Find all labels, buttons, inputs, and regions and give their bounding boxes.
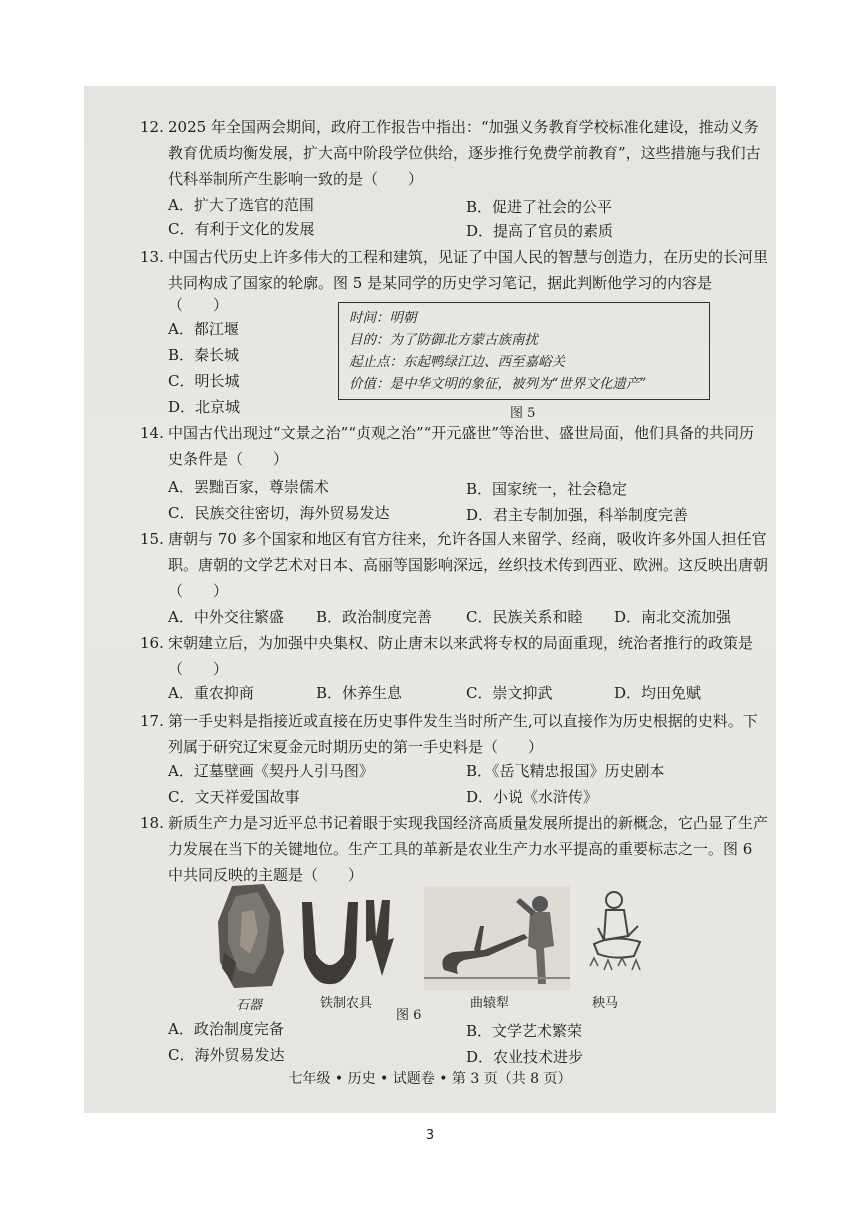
note-line: 目的：为了防御北方蒙古族南扰 <box>349 332 538 348</box>
option-a: A．都江堰 <box>168 320 239 338</box>
option-c: C．海外贸易发达 <box>168 1046 285 1064</box>
option-b: B．国家统一，社会稳定 <box>466 480 628 498</box>
question-text: 新质生产力是习近平总书记着眼于实现我国经济高质量发展所提出的新概念，它凸显了生产力发展在当下的关键地位。生产工具的革新是农业生产力水平提高的重要标志之一。图 6 中共同反映的主题是（ ） <box>168 814 769 884</box>
caption-stone-tool: 石器 <box>236 998 263 1013</box>
question-number: 12. <box>140 118 164 136</box>
caption-iron-tools: 铁制农具 <box>320 996 373 1011</box>
curved-plough-image <box>424 886 570 990</box>
option-d: D．小说《水浒传》 <box>466 788 599 806</box>
option-d: D．君主专制加强，科举制度完善 <box>466 506 689 524</box>
option-a: A．政治制度完备 <box>168 1020 284 1038</box>
figure-5-caption: 图 5 <box>510 406 536 421</box>
question-text: 2025 年全国两会期间，政府工作报告中指出：“加强义务教育学校标准化建设，推动义务教育优质均衡发展，扩大高中阶段学位供给，逐步推行免费学前教育”，这些措施与我们古代科举制所产生影响一致的是（ ） <box>168 118 761 188</box>
option-d: D．均田免赋 <box>614 684 702 702</box>
scanned-exam-page <box>84 86 776 1113</box>
seedling-horse-image <box>584 886 648 986</box>
option-c: C．崇文抑武 <box>466 684 553 702</box>
question-number: 17. <box>140 712 164 730</box>
option-d: D．南北交流加强 <box>614 608 732 626</box>
option-d: D．提高了官员的素质 <box>466 222 614 240</box>
option-a: A．中外交往繁盛 <box>168 608 284 626</box>
note-line: 价值：是中华文明的象征，被列为“世界文化遗产” <box>349 376 647 392</box>
note-line: 起止点：东起鸭绿江边、西至嘉峪关 <box>349 354 565 370</box>
option-a: A．辽墓壁画《契丹人引马图》 <box>168 762 374 780</box>
question-text: 第一手史料是指接近或直接在历史事件发生当时所产生,可以直接作为历史根据的史料。下列属于研究辽宋夏金元时期历史的第一手史料是（ ） <box>168 712 758 756</box>
option-b: B．《岳飞精忠报国》历史剧本 <box>466 762 665 780</box>
question-text: 唐朝与 70 多个国家和地区有官方往来，允许各国人来留学、经商，吸收许多外国人担任官职。唐朝的文学艺术对日本、高丽等国影响深远，丝织技术传到西亚、欧洲。这反映出唐朝（ ） <box>168 530 769 600</box>
option-b: B．促进了社会的公平 <box>466 198 613 216</box>
option-c: C．民族关系和睦 <box>466 608 583 626</box>
option-a: A．罢黜百家，尊崇儒术 <box>168 478 329 496</box>
option-b: B．文学艺术繁荣 <box>466 1022 583 1040</box>
study-note-box <box>338 302 710 400</box>
page-number: 3 <box>425 1128 435 1143</box>
option-b: B．政治制度完善 <box>316 608 433 626</box>
question-text: 宋朝建立后，为加强中央集权、防止唐末以来武将专权的局面重现，统治者推行的政策是（ ） <box>168 634 754 678</box>
question-text: 中国古代历史上许多伟大的工程和建筑，见证了中国人民的智慧与创造力，在历史的长河里共同构成了国家的轮廓。图 5 是某同学的历史学习笔记，据此判断他学习的内容是 <box>168 248 769 292</box>
option-c: C．明长城 <box>168 372 240 390</box>
option-c: C．文天祥爱国故事 <box>168 788 300 806</box>
option-b: B．秦长城 <box>168 346 240 364</box>
figure-6-caption: 图 6 <box>396 1008 422 1023</box>
option-c: C．民族交往密切，海外贸易发达 <box>168 504 390 522</box>
stone-tool-image <box>214 882 286 992</box>
question-number: 18. <box>140 814 164 832</box>
answer-paren: （ ） <box>168 296 229 314</box>
question-number: 15. <box>140 530 164 548</box>
caption-curved-plough: 曲辕犁 <box>470 996 510 1011</box>
question-number: 14. <box>140 424 164 442</box>
question-text: 中国古代出现过“文景之治”“贞观之治”“开元盛世”等治世、盛世局面，他们具备的共同历史条件是（ ） <box>168 424 755 468</box>
option-d: D．北京城 <box>168 398 241 416</box>
option-a: A．扩大了选官的范围 <box>168 196 314 214</box>
iron-tools-image <box>296 894 406 986</box>
caption-seedling-horse: 秧马 <box>592 996 619 1011</box>
option-d: D．农业技术进步 <box>466 1048 584 1066</box>
option-a: A．重农抑商 <box>168 684 254 702</box>
option-c: C．有利于文化的发展 <box>168 220 315 238</box>
option-b: B．休养生息 <box>316 684 403 702</box>
exam-footer: 七年级 • 历史 • 试题卷 • 第 3 页（共 8 页） <box>288 1071 572 1087</box>
question-number: 16. <box>140 634 164 652</box>
note-line: 时间：明朝 <box>349 310 417 326</box>
question-number: 13. <box>140 248 164 266</box>
